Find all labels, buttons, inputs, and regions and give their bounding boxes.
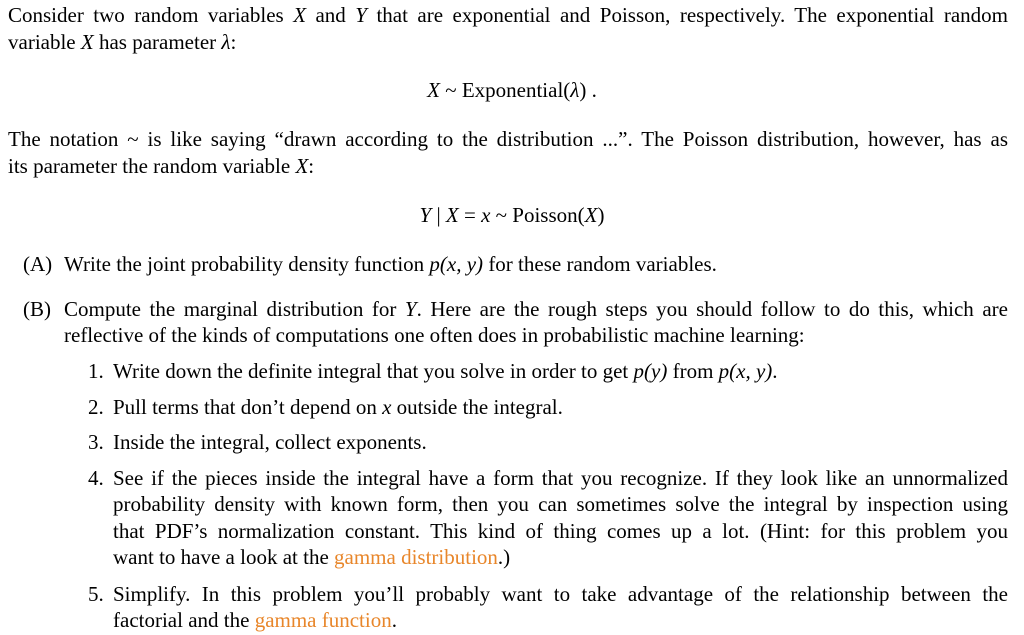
step-2-num: 2. bbox=[88, 395, 104, 419]
step-4-line-3: that PDF’s normalization constant. This kind of thing comes up a lot. (Hint: for this problem you bbox=[113, 519, 1008, 543]
var-x: X bbox=[445, 203, 459, 227]
given-bar: | bbox=[431, 203, 446, 227]
func-args: (x, y) bbox=[439, 252, 484, 276]
tilde-symbol: ~ bbox=[439, 78, 462, 102]
step-text: want to have a look at the bbox=[113, 545, 335, 569]
gamma-function-link[interactable]: gamma function bbox=[254, 608, 392, 632]
var-x-lower: x bbox=[481, 203, 491, 227]
var-x: X bbox=[293, 3, 307, 27]
step-3-text: Inside the integral, collect exponents. bbox=[113, 430, 427, 454]
intro-line-1 bbox=[8, 2, 1008, 28]
notation-text: its parameter the random variable bbox=[8, 154, 296, 178]
step-text: Pull terms that don’t depend on bbox=[113, 395, 383, 419]
part-a-text bbox=[64, 251, 717, 277]
step-text: outside the integral. bbox=[391, 395, 563, 419]
dist-name: Exponential( bbox=[461, 78, 571, 102]
step-4-line-1: See if the pieces inside the integral have a form that you recognize. If they look like an unnormalized bbox=[113, 466, 1008, 490]
part-a-label: (A) bbox=[23, 252, 53, 276]
part-b-text: . Here are the rough steps you should follow to do this, which are bbox=[416, 297, 1008, 321]
step-text: .) bbox=[497, 545, 511, 569]
eq-end: ) bbox=[597, 203, 605, 227]
step-text: . bbox=[391, 608, 397, 632]
notation-text: is like saying “drawn according to the distribution ...”. The Poisson distribution, however, has as bbox=[138, 127, 1008, 151]
step-5-line-1: Simplify. In this problem you’ll probably want to take advantage of the relationship between the bbox=[113, 582, 1008, 606]
notation-text: The notation bbox=[8, 127, 128, 151]
eq-end: ) . bbox=[579, 78, 597, 102]
step-1-text bbox=[113, 358, 778, 384]
var-x: X bbox=[584, 203, 598, 227]
dist-name: Poisson( bbox=[512, 203, 585, 227]
var-y: Y bbox=[419, 203, 432, 227]
part-b-text: Compute the marginal distribution for bbox=[64, 297, 405, 321]
tilde-symbol: ~ bbox=[127, 127, 139, 151]
part-b-line-2: reflective of the kinds of computations one often does in probabilistic machine learning: bbox=[64, 323, 805, 347]
step-4-num: 4. bbox=[88, 466, 104, 490]
step-text: Write down the definite integral that you solve in order to get bbox=[113, 359, 634, 383]
var-y: Y bbox=[404, 297, 417, 321]
part-b-line-1 bbox=[64, 296, 1008, 322]
step-1-num: 1. bbox=[88, 359, 104, 383]
step-4-line-2: probability density with known form, then you can sometimes solve the integral by inspection using bbox=[113, 492, 1008, 516]
func-p: p bbox=[429, 252, 440, 276]
notation-line-1 bbox=[8, 126, 1008, 152]
step-text: . bbox=[772, 359, 778, 383]
step-text: from bbox=[667, 359, 719, 383]
var-y: Y bbox=[355, 3, 367, 27]
step-5-line-2 bbox=[113, 607, 397, 633]
step-3-num: 3. bbox=[88, 430, 104, 454]
equation-poisson bbox=[0, 202, 1024, 228]
intro-text: variable bbox=[8, 30, 81, 54]
func-py: p(y) bbox=[633, 359, 668, 383]
var-lambda: λ bbox=[221, 30, 231, 54]
intro-line-2 bbox=[8, 29, 236, 55]
gamma-distribution-link[interactable]: gamma distribution bbox=[334, 545, 498, 569]
step-4-line-4 bbox=[113, 544, 510, 570]
var-x: X bbox=[80, 30, 94, 54]
var-x: X bbox=[295, 154, 309, 178]
part-b-label: (B) bbox=[23, 297, 51, 321]
part-a-sentence: for these random variables. bbox=[483, 252, 717, 276]
step-5-num: 5. bbox=[88, 582, 104, 606]
intro-text: Consider two random variables bbox=[8, 3, 294, 27]
notation-line-2 bbox=[8, 153, 314, 179]
equals-sign: = bbox=[458, 203, 482, 227]
intro-text: : bbox=[230, 30, 237, 54]
notation-text: : bbox=[308, 154, 315, 178]
tilde-symbol: ~ bbox=[490, 203, 513, 227]
step-text: factorial and the bbox=[113, 608, 255, 632]
part-a-sentence: Write the joint probability density function bbox=[64, 252, 430, 276]
func-pxy: p(x, y) bbox=[718, 359, 773, 383]
equation-exponential bbox=[0, 77, 1024, 103]
intro-text: that are exponential and Poisson, respectively. The exponential random bbox=[366, 3, 1009, 27]
var-lambda: λ bbox=[570, 78, 580, 102]
step-2-text bbox=[113, 394, 563, 420]
intro-text: has parameter bbox=[93, 30, 222, 54]
var-x-lower: x bbox=[382, 395, 392, 419]
intro-text: and bbox=[306, 3, 356, 27]
var-x: X bbox=[427, 78, 440, 102]
